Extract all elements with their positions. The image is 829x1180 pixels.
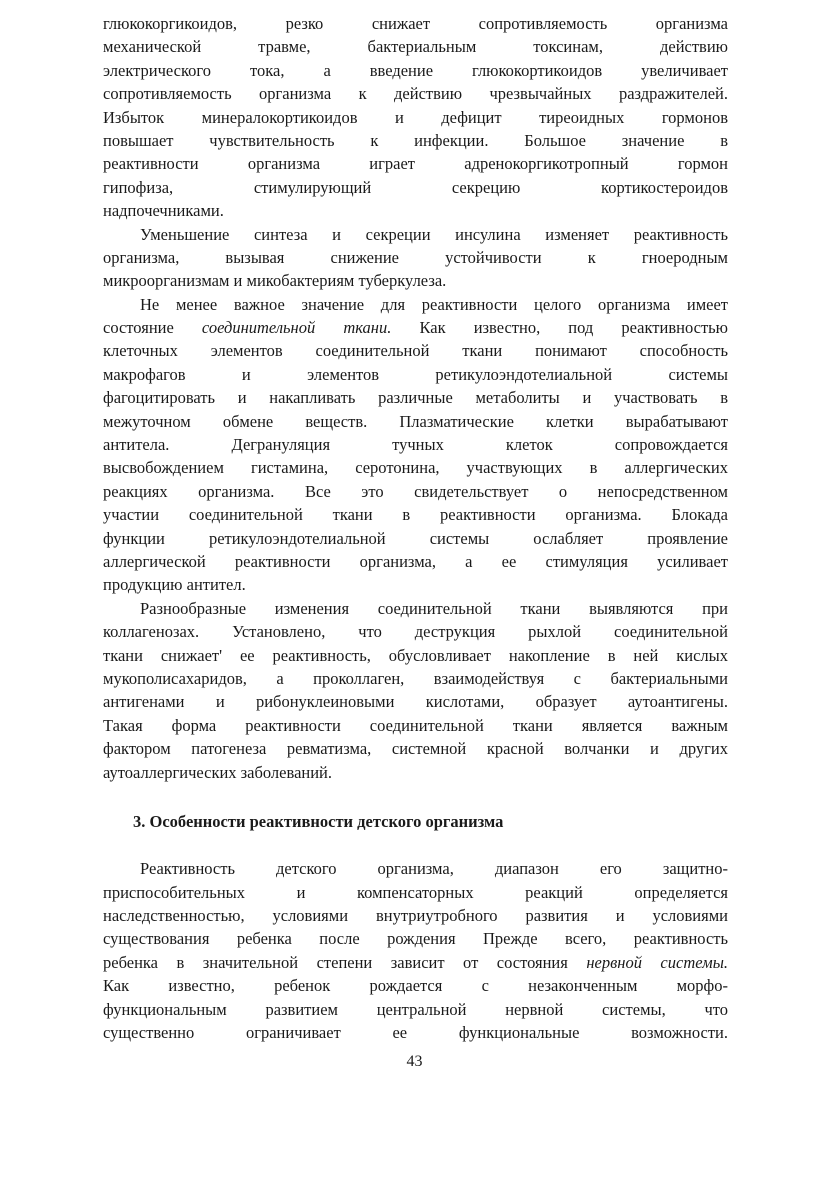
text-line: Такая форма реактивности соединительной ткани является важным	[103, 715, 728, 735]
text-segment: состояние	[103, 318, 202, 338]
text-line: участии соединительной ткани в реактивности организма. Блокада	[103, 505, 728, 525]
text-line: повышает чувствительность к инфекции. Большое значение в	[103, 130, 728, 150]
text-line: реакциях организма. Все это свидетельствует о непосредственном	[103, 481, 728, 501]
text-line: функции ретикулоэндотелиальной системы ослабляет проявление	[103, 528, 728, 548]
paragraph-child-reactivity	[103, 857, 728, 1044]
text-line: Не менее важное значение для реактивности целого организма имеет	[140, 294, 728, 314]
text-line: фагоцитировать и накапливать различные метаболиты и участвовать в	[103, 388, 728, 408]
text-line: наследственностью, условиями внутриутробного развития и условиями	[103, 906, 728, 926]
text-line: электрического тока, а введение глюкокортикоидов увеличивает	[103, 60, 728, 80]
text-line: антитела. Дегрануляция тучных клеток сопровождается	[103, 435, 728, 455]
text-line: Как известно, ребенок рождается с незаконченным морфо-	[103, 976, 728, 996]
text-line: существования ребенка после рождения Прежде всего, реактивность	[103, 929, 728, 949]
text-line: приспособительных и компенсаторных реакций определяется	[103, 882, 728, 902]
text-line: функциональным развитием центральной нервной системы, что	[103, 999, 728, 1019]
text-line	[103, 316, 728, 339]
text-line: микроорганизмам и микобактериям туберкулеза.	[103, 271, 447, 291]
text-line: высвобождением гистамина, серотонина, участвующих в аллергических	[103, 458, 728, 478]
text-line: сопротивляемость организма к действию чрезвычайных раздражителей.	[103, 84, 728, 104]
text-line: Реактивность детского организма, диапазон его защитно-	[140, 859, 728, 879]
text-line: гипофиза, стимулирующий секрецию кортикостероидов	[103, 177, 728, 197]
text-line: механической травме, бактериальным токсинам, действию	[103, 37, 728, 57]
text-line: организма, вызывая снижение устойчивости к гноеродным	[103, 247, 728, 267]
text-line: аллергической реактивности организма, а ее стимуляция усиливает	[103, 551, 728, 571]
paragraph-connective-tissue	[103, 293, 728, 597]
italic-term: соединительной ткани.	[201, 318, 392, 338]
text-line: коллагенозах. Установлено, что деструкция рыхлой соединительной	[103, 622, 728, 642]
text-line: фактором патогенеза ревматизма, системной красной волчанки и других	[103, 739, 728, 759]
text-line: клеточных элементов соединительной ткани понимают способность	[103, 341, 728, 361]
text-line: мукополисахаридов, а проколлаген, взаимодействуя с бактериальными	[103, 668, 728, 688]
text-line: надпочечниками.	[103, 201, 224, 221]
section-heading: 3. Особенности реактивности детского организма	[133, 811, 504, 831]
text-line	[103, 951, 728, 974]
paragraph-insulin	[103, 223, 728, 293]
paragraph-hormones	[103, 12, 728, 223]
document-page	[103, 12, 728, 1044]
text-line: антигенами и рибонуклеиновыми кислотами, образует аутоантигены.	[103, 692, 728, 712]
text-line: Уменьшение синтеза и секреции инсулина изменяет реактивность	[140, 224, 728, 244]
text-line: Разнообразные изменения соединительной ткани выявляются при	[140, 598, 728, 618]
text-line: ткани снижает' ее реактивность, обусловливает накопление в ней кислых	[103, 645, 728, 665]
text-line: макрофагов и элементов ретикулоэндотелиальной системы	[103, 364, 728, 384]
text-line: существенно ограничивает ее функциональные возможности.	[103, 1023, 728, 1043]
text-segment: Как известно, под реактивностью	[391, 318, 729, 338]
text-segment: ребенка в значительной степени зависит от состояния	[103, 952, 587, 972]
paragraph-collagenoses	[103, 597, 728, 784]
text-line: межуточном обмене веществ. Плазматические клетки вырабатывают	[103, 411, 728, 431]
text-line: глюкокоргикоидов, резко снижает сопротивляемость организма	[103, 14, 728, 33]
italic-term: нервной системы.	[586, 952, 728, 972]
text-line: аутоаллергических заболеваний.	[103, 762, 333, 782]
text-line: Избыток минералокортикоидов и дефицит тиреоидных гормонов	[103, 107, 728, 127]
text-line: продукцию антител.	[103, 575, 246, 595]
page-number: 43	[406, 1053, 423, 1070]
text-line: реактивности организма играет адренокоргикотропный гормон	[103, 154, 728, 174]
